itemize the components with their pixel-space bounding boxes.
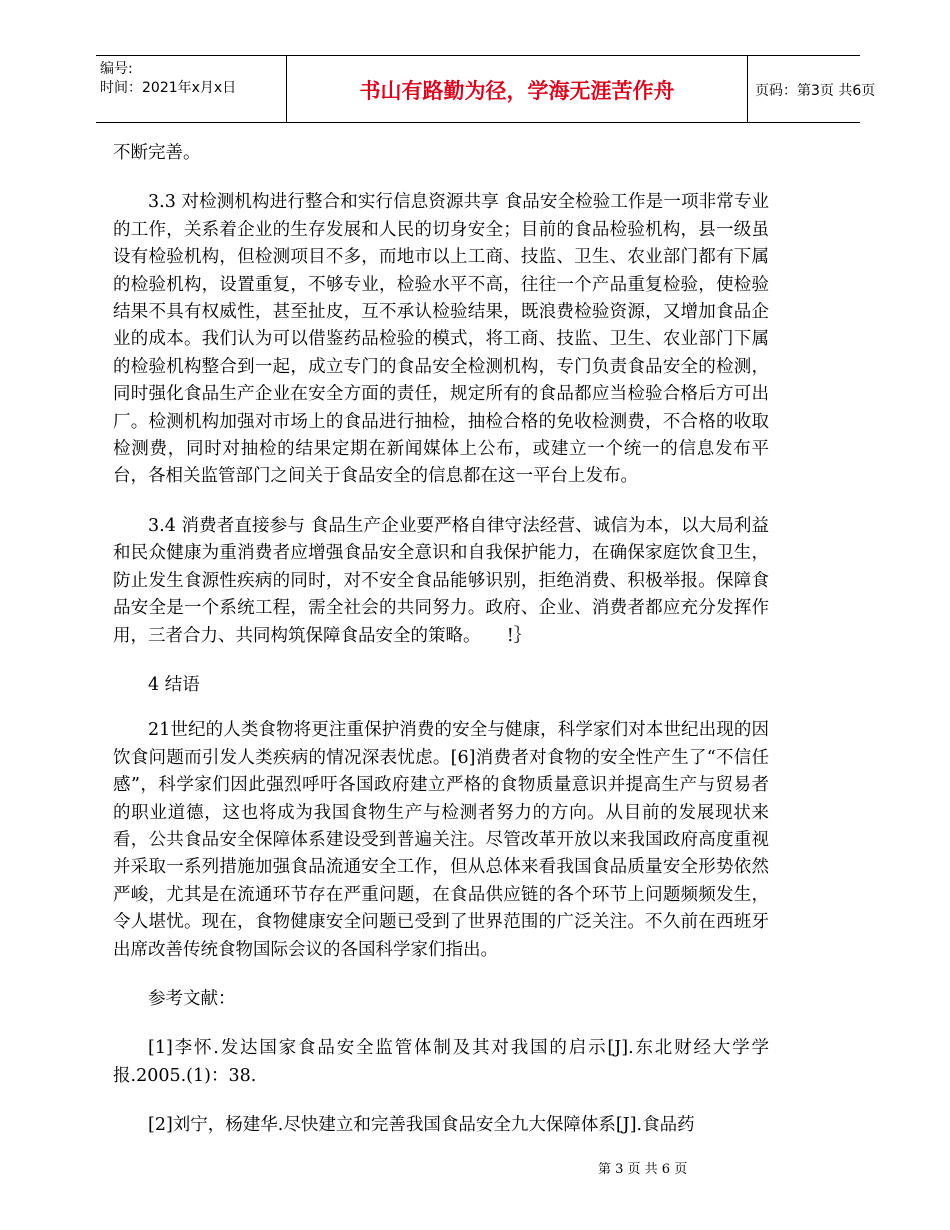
reference-item-2: [2]刘宁，杨建华.尽快建立和完善我国食品安全九大保障体系[J].食品药 <box>148 1115 695 1136</box>
page-header <box>96 55 876 123</box>
paragraph-conclusion: 21世纪的人类食物将更注重保护消费的安全与健康，科学家们对本世纪出现的因饮食问题而引发人类疾病的情况深表忧虑。[6]消费者对食物的安全性产生了“不信任感”，科学家们因此强烈呼吁各国政府建立严格的食物质量意识并提高生产与贸易者的职业道德，这也将成为我国食物生产与检测者努力的方向。从目前的发展现状来看，公共食品安全保障体系建设受到普遍关注。尽管改革开放以来我国政府高度重视并采取一系列措施加强食品流通安全工作，但从总体来看我国食品质量安全形势依然严峻，尤其是在流通环节存在严重问题，在食品供应链的各个环节上问题频频发生，令人堪忧。现在，食物健康安全问题已受到了世界范围的广泛关注。不久前在西班牙出席改善传统食物国际会议的各国科学家们指出。 <box>113 720 769 960</box>
document-body <box>113 140 769 1162</box>
header-motto: 书山有路勤为径，学海无涯苦作舟 <box>359 79 675 103</box>
paragraph-section-3-3: 3.3 对检测机构进行整合和实行信息资源共享 食品安全检验工作是一项非常专业的工作，关系着企业的生存发展和人民的切身安全；目前的食品检验机构，县一级虽设有检验机构，但检测项目不多，而地市以上工商、技监、卫生、农业部门都有下属的检验机构，设置重复，不够专业，检验水平不高，往往一个产品重复检验，使检验结果不具有权威性，甚至扯皮，互不承认检验结果，既浪费检验资源，又增加食品企业的成本。我们认为可以借鉴药品检验的模式，将工商、技监、卫生、农业部门下属的检验机构整合到一起，成立专门的食品安全检测机构，专门负责食品安全的检测，同时强化食品生产企业在安全方面的责任，规定所有的食品都应当检验合格后方可出厂。检测机构加强对市场上的食品进行抽检，抽检合格的免收检测费，不合格的收取检测费，同时对抽检的结果定期在新闻媒体上公布，或建立一个统一的信息发布平台，各相关监管部门之间关于食品安全的信息都在这一平台上发布。 <box>113 192 769 487</box>
header-motto-cell <box>286 56 748 122</box>
header-meta-cell <box>96 56 286 122</box>
document-number-label: 编号: <box>100 61 133 77</box>
section-heading-conclusion: 4 结语 <box>148 674 200 695</box>
document-time-label: 时间：2021年x月x日 <box>100 80 237 96</box>
reference-item-1: [1]李怀.发达国家食品安全监管体制及其对我国的启示[J].东北财经大学学报.2005.(1)：38. <box>113 1038 769 1086</box>
references-heading: 参考文献： <box>148 988 236 1009</box>
header-page-info: 页码：第3页 共6页 <box>755 83 876 99</box>
paragraph-continuation: 不断完善。 <box>113 143 201 163</box>
paragraph-section-3-4: 3.4 消费者直接参与 食品生产企业要严格自律守法经营、诚信为本，以大局利益和民众健康为重消费者应增强食品安全意识和自我保护能力，在确保家庭饮食卫生，防止发生食源性疾病的同时，对不安全食品能够识别，拒绝消费、积极举报。保障食品安全是一个系统工程，需全社会的共同努力。政府、企业、消费者都应充分发挥作用，三者合力、共同构筑保障食品安全的策略。 !｝ <box>113 515 769 646</box>
header-page-cell <box>747 56 876 122</box>
page-footer: 第 3 页 共 6 页 <box>598 1162 688 1177</box>
